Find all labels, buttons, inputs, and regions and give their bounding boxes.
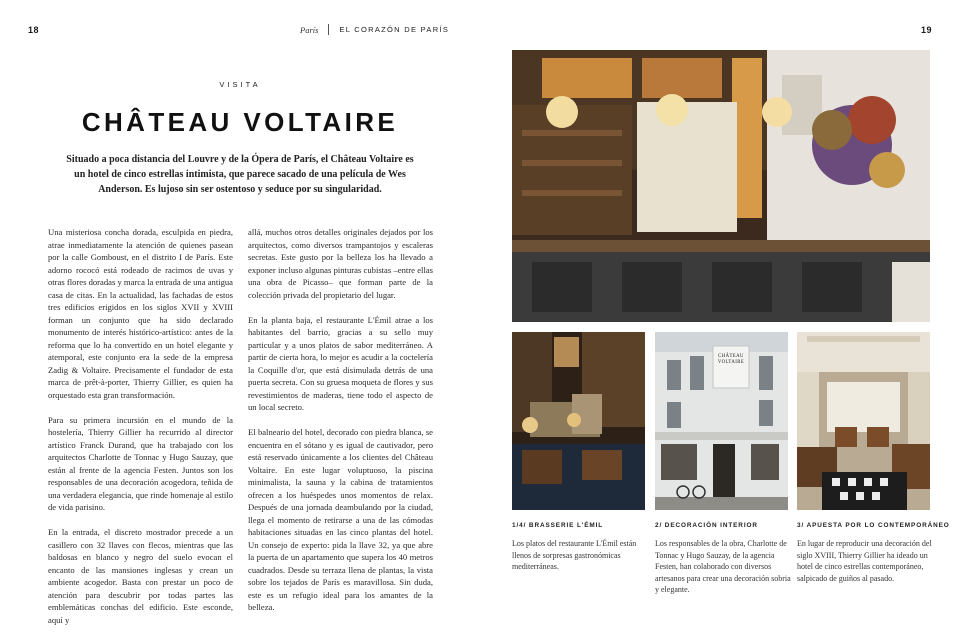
photo-lounge <box>512 332 645 510</box>
caption-label-2: 2/ DECORACIÓN INTERIOR <box>655 522 758 529</box>
facade-sign-line1: CHÂTEAU <box>718 354 744 359</box>
running-head-divider <box>328 24 329 35</box>
running-head <box>300 24 500 35</box>
caption-text-3: En lugar de reproducir una decoración del siglo XVIII, Thierry Gillier ha ideado un hotel de cinco estrellas contemporáneo, salpicado de guiños al pasado. <box>797 539 932 583</box>
page-number-right: 19 <box>921 25 933 35</box>
caption-label-3: 3/ APUESTA POR LO CONTEMPORÁNEO <box>797 522 950 529</box>
article-lead: Situado a poca distancia del Louvre y de la Ópera de París, el Château Voltaire es un hotel de cinco estrellas intimista, que parece sacado de una película de Wes Anderson. Es lujoso sin ser ostentoso y seduce por su singularidad. <box>66 154 414 195</box>
body-column-left <box>48 226 233 626</box>
article-kicker: VISITA <box>219 80 261 89</box>
photo-dining-room <box>797 332 930 510</box>
caption-label-1: 1/4/ BRASSERIE L'ÉMIL <box>512 522 604 529</box>
page-number-left: 18 <box>28 25 40 35</box>
running-head-city: París <box>300 24 319 35</box>
photo-bar-interior <box>512 50 930 322</box>
body-column-right <box>248 226 433 614</box>
body-paragraph: Para su primera incursión en el mundo de la hostelería, Thierry Gillier ha recurrido al director artístico Franck Durand, que ha trabajado con los arquitectos Charlotte de Tonnac y Hugo Sauzay, que están al frente de la agencia Festen. Juntos son los responsables de una decoración acogedora, teñida de una verdadera elegancia, que rinde homenaje al estilo de vida parisino. <box>48 414 233 512</box>
caption-text-1: Los platos del restaurante L'Émil están llenos de sorpresas gastronómicas mediterráneas. <box>512 539 637 571</box>
article-title: CHÂTEAU VOLTAIRE <box>81 107 399 137</box>
body-paragraph: En la entrada, el discreto mostrador precede a un casillero con 32 llaves con flecos, mientras que las baldosas en blanco y negro del suelo evocan el encanto de las mansiones inglesas y crean un ambiente acogedor. Basta con prestar un poco de atención para descubrir por todas partes las emblemáticas conchas del edificio. Este esconde, aquí y <box>48 527 233 625</box>
body-paragraph: Una misteriosa concha dorada, esculpida en piedra, atrae inmediatamente la atención de quienes pasean por la calle Gomboust, en el distrito I de París. Este adorno rococó está rodeado de racimos de uvas y otras flores doradas y marca la entrada de una antigua casa de citas. En la actualidad, las fachadas de estos tres edificios erigidos en los siglos XVII y XVIII forman un conjunto que ha sido declarado monumento de interés histórico-artístico: antes de la reforma que lo ha convertido en un hotel elegante y atemporal, este conjunto era la sede de la empresa Zadig & Voltaire. Precisamente el fundador de esta marca de prêt-à-porter, Thierry Gillier, es quien ha orquestado esta gran transformación. <box>48 227 233 400</box>
running-head-section: EL CORAZÓN DE PARÍS <box>339 25 450 34</box>
body-paragraph: En la planta baja, el restaurante L'Émil atrae a los habitantes del barrio, gracias a su sello muy particular y a unos platos de sabor mediterráneo. A partir de cierta hora, lo mejor es acudir a la coctelería la Coquille d'or, que está disimulada detrás de una puerta secreta. Con su gruesa moqueta de flores y sus revestimientos de maderas, tiene todo el aspecto de un local secreto. <box>248 314 433 412</box>
facade-sign-line2: VOLTAIRE <box>717 360 745 365</box>
caption-text-2: Los responsables de la obra, Charlotte de Tonnac y Hugo Sauzay, de la agencia Festen, han colaborado con diversos artesanos para crear una decoración sobria y elegante. <box>655 539 791 594</box>
photo-facade <box>655 332 788 510</box>
facade-sign <box>713 354 749 366</box>
body-paragraph: allá, muchos otros detalles originales dejados por los arquitectos, como diversos trampantojos y escaleras secretas. Este gusto por la belleza los ha llevado a exponer incluso algunas pinturas cubistas –entre ellas una obra de Picasso– que forman parte de la colección privada del propietario del lugar. <box>248 227 433 300</box>
body-paragraph: El balneario del hotel, decorado con piedra blanca, se encuentra en el sótano y es igual de cautivador, pero está reservado únicamente a los clientes del Château Voltaire. En este lugar voluptuoso, la piscina minimalista, la sauna y la cabina de tratamientos ofrecen a los huéspedes unos momentos de relax. Después de una jornada deambulando por la ciudad, llega el momento de retirarse a una de las cómodas habitaciones situadas en las cinco plantas del hotel. Un consejo de experto: pida la llave 32, ya que abre la puerta de un apartamento que supera los 40 metros cuadrados. Desde su terraza llena de plantas, la vista sobre los tejados de París es maravillosa. Sin duda, este es un refugio ideal para los amantes de la belleza. <box>248 427 433 612</box>
